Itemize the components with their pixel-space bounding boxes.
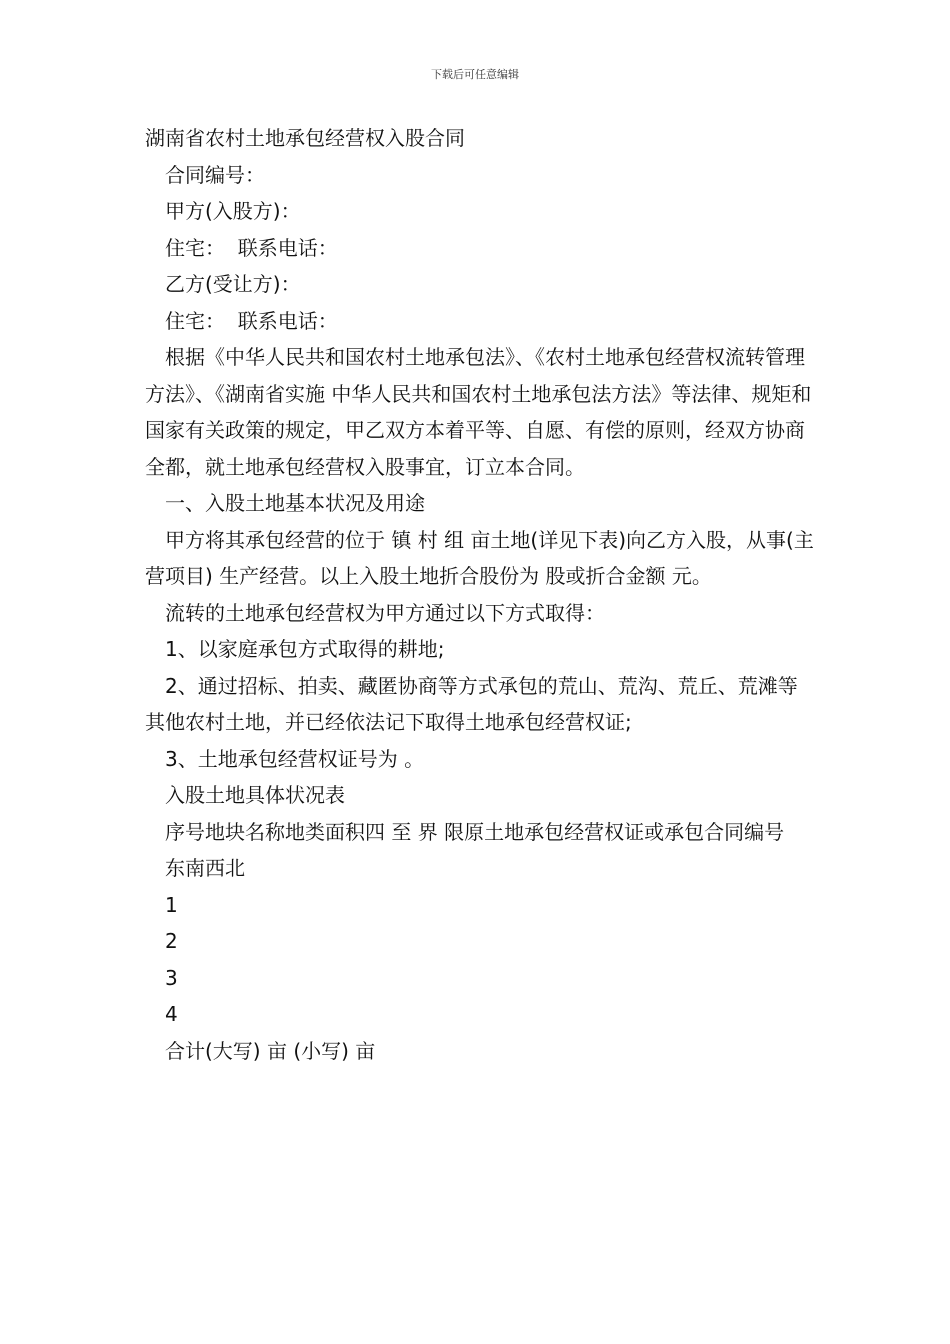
table-title: 入股土地具体状况表: [165, 783, 345, 807]
acquisition-intro-paragraph: 流转的土地承包经营权为甲方通过以下方式取得：: [165, 600, 605, 625]
party-a-address-line: 住宅： 联系电话：: [165, 235, 338, 260]
party-a-line: 甲方(入股方)：: [165, 199, 301, 223]
contract-number-line: 合同编号：: [165, 162, 265, 187]
table-row-4: 4: [165, 1002, 178, 1026]
document-title: 湖南省农村土地承包经营权入股合同: [145, 126, 465, 150]
table-header-line: 序号地块名称地类面积四 至 界 限原土地承包经营权证或承包合同编号: [165, 819, 785, 844]
document-body: [145, 120, 815, 1069]
table-row-3: 3: [165, 965, 178, 990]
table-subheader-line: 东南西北: [165, 856, 245, 880]
table-row-1: 1: [165, 892, 178, 917]
acquisition-item-1: 1、以家庭承包方式取得的耕地;: [165, 637, 445, 661]
party-b-address-line: 住宅： 联系电话：: [165, 308, 338, 333]
acquisition-item-2: 2、通过招标、拍卖、藏匿协商等方式承包的荒山、荒沟、荒丘、荒滩等其他农村土地，并已经依法记下取得土地承包经营权证;: [145, 673, 798, 734]
land-description-paragraph: 甲方将其承包经营的位于 镇 村 组 亩土地(详见下表)向乙方入股，从事(主营项目) 生产经营。以上入股土地折合股份为 股或折合金额 元。: [145, 527, 814, 588]
party-b-line: 乙方(受让方)：: [165, 272, 301, 296]
legal-basis-paragraph: 根据《中华人民共和国农村土地承包法》、《农村土地承包经营权流转管理方法》、《湖南省实施 中华人民共和国农村土地承包法方法》等法律、规矩和国家有关政策的规定，甲乙双方本着平等、自愿、有偿的原则，经双方协商全都，就土地承包经营权入股事宜，订立本合同。: [145, 345, 812, 479]
table-total-line: 合计(大写) 亩 (小写) 亩: [165, 1038, 376, 1063]
table-row-2: 2: [165, 929, 178, 953]
header-note: 下载后可任意编辑: [431, 68, 519, 81]
acquisition-item-3: 3、土地承包经营权证号为 。: [165, 746, 425, 771]
section-heading-1: 一、入股土地基本状况及用途: [165, 491, 425, 515]
